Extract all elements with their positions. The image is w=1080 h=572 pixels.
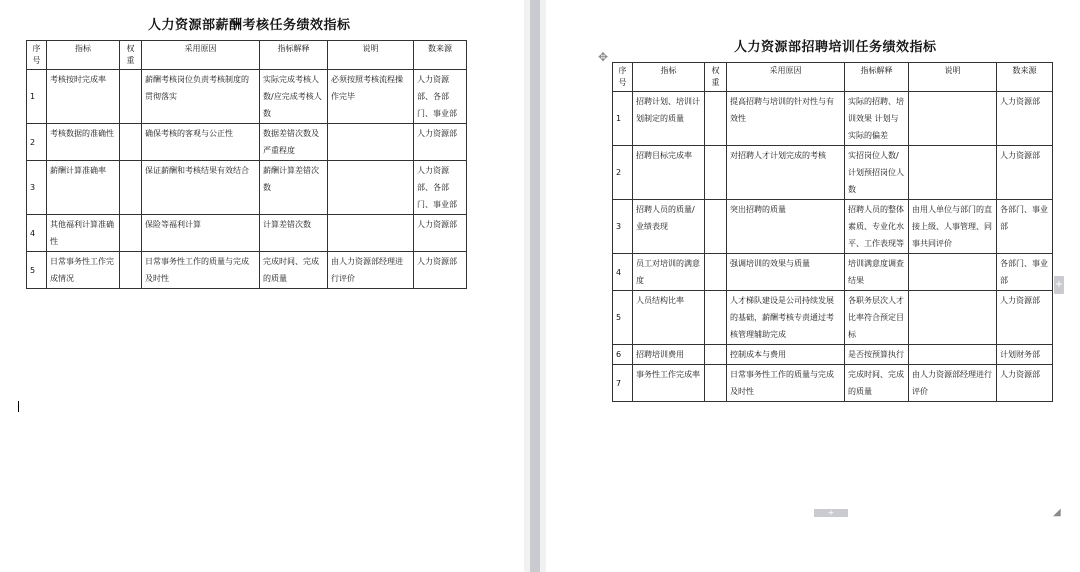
cell-note[interactable]: 必须按照考核流程操作完毕 (328, 70, 414, 124)
cell-explanation[interactable]: 实际完成考核人数/应完成考核人数 (260, 70, 328, 124)
header-note: 说明 (909, 63, 997, 92)
cell-note[interactable]: 由用人单位与部门的直接上级、人事管理、同事共同评价 (909, 200, 997, 254)
cell-source[interactable]: 人力资源部 (997, 92, 1053, 146)
cell-note[interactable]: 由人力资源部经理进行评价 (328, 252, 414, 289)
cell-explanation[interactable]: 完成时间、完成的质量 (845, 365, 909, 402)
cell-note[interactable] (909, 291, 997, 345)
cell-indicator[interactable]: 其他福利计算准确性 (47, 215, 120, 252)
cell-note[interactable] (328, 215, 414, 252)
cell-reason[interactable]: 强调培训的效果与质量 (727, 254, 845, 291)
cell-explanation[interactable]: 实际的招聘、培训效果 计划与实际的偏差 (845, 92, 909, 146)
table-row (27, 124, 467, 161)
table-row (613, 345, 1053, 365)
cell-seq[interactable]: 3 (27, 161, 47, 215)
table-move-handle-icon[interactable]: ✥ (598, 50, 609, 64)
cell-source[interactable]: 人力资源部 (414, 252, 467, 289)
cell-reason[interactable]: 保证薪酬和考核结果有效结合 (142, 161, 260, 215)
cell-reason[interactable]: 日常事务性工作的质量与完成及时性 (727, 365, 845, 402)
table-row (613, 254, 1053, 291)
header-reason: 采用原因 (727, 63, 845, 92)
table-row (613, 365, 1053, 402)
cell-source[interactable]: 人力资源部 (414, 215, 467, 252)
cell-reason[interactable]: 保险等福利计算 (142, 215, 260, 252)
cell-source[interactable]: 各部门、事业部 (997, 254, 1053, 291)
header-source: 数来源 (414, 41, 467, 70)
cell-weight[interactable] (705, 291, 727, 345)
cell-note[interactable] (909, 92, 997, 146)
table-row (27, 215, 467, 252)
left-document-page (0, 0, 524, 572)
cell-seq[interactable]: 5 (27, 252, 47, 289)
cell-note[interactable] (909, 146, 997, 200)
cell-seq[interactable]: 1 (613, 92, 633, 146)
cell-reason[interactable]: 提高招聘与培训的针对性与有效性 (727, 92, 845, 146)
cell-note[interactable]: 由人力资源部经理进行评价 (909, 365, 997, 402)
header-weight: 权重 (705, 63, 727, 92)
right-table-body (613, 92, 1053, 402)
table-row (613, 92, 1053, 146)
cell-source[interactable]: 各部门、事业部 (997, 200, 1053, 254)
cell-explanation[interactable]: 培训满意度调查结果 (845, 254, 909, 291)
right-doc-title: 人力资源部招聘培训任务绩效指标 (734, 40, 937, 55)
cell-indicator[interactable]: 考核数据的准确性 (47, 124, 120, 161)
cell-reason[interactable]: 人才梯队建设是公司持续发展的基础，薪酬考核专责通过考核管理辅助完成 (727, 291, 845, 345)
cell-seq[interactable]: 4 (613, 254, 633, 291)
cell-seq[interactable]: 6 (613, 345, 633, 365)
cell-indicator[interactable]: 人员结构比率 (633, 291, 705, 345)
cell-weight[interactable] (705, 146, 727, 200)
cell-note[interactable] (909, 254, 997, 291)
cell-source[interactable]: 人力资源部 (997, 365, 1053, 402)
cell-indicator[interactable]: 员工对培训的满意度 (633, 254, 705, 291)
cell-source[interactable]: 人力资源部 (997, 146, 1053, 200)
cell-indicator[interactable]: 薪酬计算准确率 (47, 161, 120, 215)
cell-indicator[interactable]: 考核按时完成率 (47, 70, 120, 124)
cell-weight[interactable] (120, 124, 142, 161)
cell-note[interactable] (909, 345, 997, 365)
left-doc-title: 人力资源部薪酬考核任务绩效指标 (148, 18, 351, 33)
header-indicator: 指标 (633, 63, 705, 92)
cell-explanation[interactable]: 完成时间、完成的质量 (260, 252, 328, 289)
cell-indicator[interactable]: 招聘人员的质量/业绩表现 (633, 200, 705, 254)
table-resize-icon[interactable]: ◢ (1053, 507, 1061, 518)
cell-source[interactable]: 人力资源部 (997, 291, 1053, 345)
cell-reason[interactable]: 控制成本与费用 (727, 345, 845, 365)
cell-weight[interactable] (705, 92, 727, 146)
left-kpi-table[interactable] (26, 40, 467, 289)
text-cursor (18, 401, 19, 412)
cell-weight[interactable] (705, 345, 727, 365)
header-weight: 权重 (120, 41, 142, 70)
cell-indicator[interactable]: 事务性工作完成率 (633, 365, 705, 402)
table-row (613, 146, 1053, 200)
header-explanation: 指标解释 (845, 63, 909, 92)
cell-explanation[interactable]: 招聘人员的整体素质、专业化水平、工作表现等 (845, 200, 909, 254)
cell-seq[interactable]: 7 (613, 365, 633, 402)
header-seq: 序号 (613, 63, 633, 92)
cell-weight[interactable] (120, 252, 142, 289)
cell-source[interactable]: 人力资源部 (414, 124, 467, 161)
cell-note[interactable] (328, 124, 414, 161)
header-note: 说明 (328, 41, 414, 70)
header-source: 数来源 (997, 63, 1053, 92)
cell-weight[interactable] (705, 200, 727, 254)
header-explanation: 指标解释 (260, 41, 328, 70)
cell-weight[interactable] (705, 365, 727, 402)
cell-explanation[interactable]: 薪酬计算差错次数 (260, 161, 328, 215)
header-seq: 序号 (27, 41, 47, 70)
left-table-body (27, 70, 467, 289)
add-column-icon[interactable]: + (1054, 276, 1064, 294)
table-header-row (27, 41, 467, 70)
cell-reason[interactable]: 日常事务性工作的质量与完成及时性 (142, 252, 260, 289)
table-row (27, 161, 467, 215)
cell-seq[interactable]: 1 (27, 70, 47, 124)
cell-explanation[interactable]: 各职务层次人才比率符合预定目标 (845, 291, 909, 345)
cell-weight[interactable] (120, 161, 142, 215)
cell-reason[interactable]: 突出招聘的质量 (727, 200, 845, 254)
header-reason: 采用原因 (142, 41, 260, 70)
cell-weight[interactable] (120, 70, 142, 124)
header-indicator: 指标 (47, 41, 120, 70)
table-header-row (613, 63, 1053, 92)
cell-weight[interactable] (120, 215, 142, 252)
cell-reason[interactable]: 对招聘人才计划完成的考核 (727, 146, 845, 200)
cell-source[interactable]: 人力资源部、各部门、事业部 (414, 70, 467, 124)
cell-explanation[interactable]: 数据差错次数及严重程度 (260, 124, 328, 161)
cell-seq[interactable]: 5 (613, 291, 633, 345)
cell-explanation[interactable]: 计算差错次数 (260, 215, 328, 252)
cell-seq[interactable]: 2 (27, 124, 47, 161)
cell-seq[interactable]: 2 (613, 146, 633, 200)
table-row (27, 252, 467, 289)
table-row (613, 291, 1053, 345)
cell-indicator[interactable]: 招聘计划、培训计划制定的质量 (633, 92, 705, 146)
cell-source[interactable]: 计划财务部 (997, 345, 1053, 365)
cell-indicator[interactable]: 日常事务性工作完成情况 (47, 252, 120, 289)
scroll-divider (530, 0, 540, 572)
cell-weight[interactable] (705, 254, 727, 291)
cell-reason[interactable]: 确保考核的客观与公正性 (142, 124, 260, 161)
right-kpi-table[interactable] (612, 62, 1053, 402)
cell-explanation[interactable]: 是否按预算执行 (845, 345, 909, 365)
right-document-page (546, 0, 1080, 572)
table-row (27, 70, 467, 124)
cell-explanation[interactable]: 实招岗位人数/计划预招岗位人数 (845, 146, 909, 200)
cell-source[interactable]: 人力资源部、各部门、事业部 (414, 161, 467, 215)
cell-indicator[interactable]: 招聘目标完成率 (633, 146, 705, 200)
add-row-icon[interactable]: + (814, 509, 848, 517)
cell-seq[interactable]: 3 (613, 200, 633, 254)
cell-note[interactable] (328, 161, 414, 215)
table-row (613, 200, 1053, 254)
cell-reason[interactable]: 薪酬考核岗位负责考核制度的贯彻落实 (142, 70, 260, 124)
cell-seq[interactable]: 4 (27, 215, 47, 252)
page-gutter (524, 0, 546, 572)
cell-indicator[interactable]: 招聘培训费用 (633, 345, 705, 365)
